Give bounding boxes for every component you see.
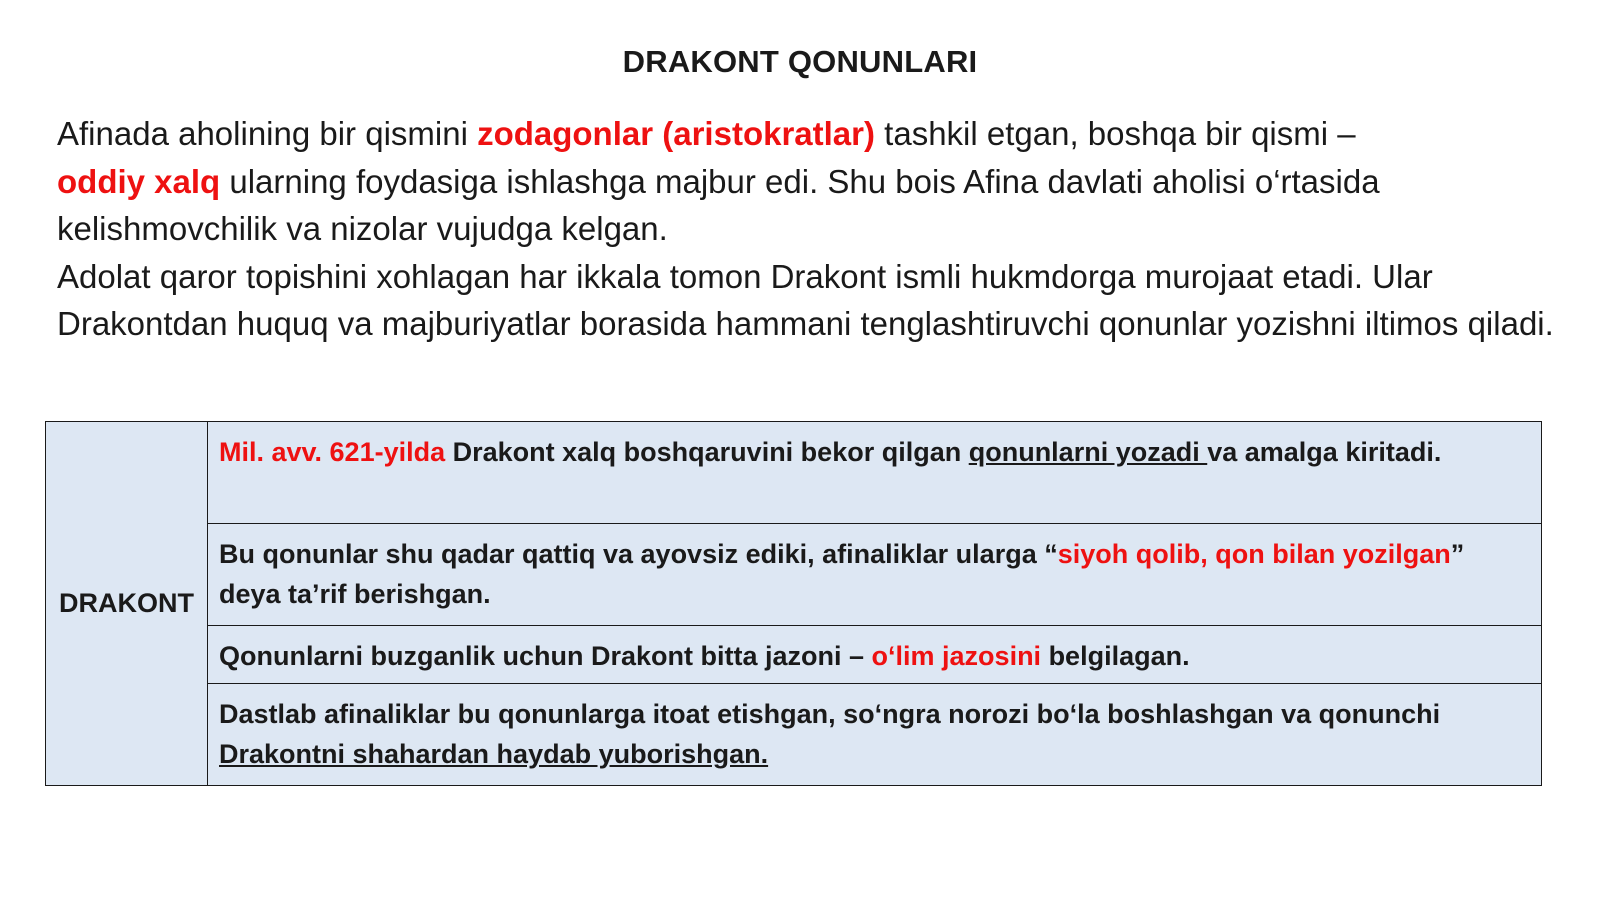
intro-text-segment: tashkil etgan, boshqa bir qismi – <box>875 115 1356 152</box>
highlight-date: Mil. avv. 621-yilda <box>219 437 446 467</box>
highlight-death-penalty: o‘lim jazosini <box>871 641 1042 671</box>
cell-text: Qonunlarni buzganlik uchun Drakont bitta jazoni – <box>219 641 872 671</box>
highlight-aristocrats: zodagonlar (aristokratlar) <box>477 115 875 152</box>
table-row <box>208 422 1541 524</box>
table-row <box>208 684 1541 785</box>
highlight-quote: siyoh qolib, qon bilan yozilgan <box>1057 539 1451 569</box>
table-row <box>208 524 1541 626</box>
intro-text <box>57 110 1557 348</box>
page-title: DRAKONT QONUNLARI <box>622 44 978 79</box>
facts-table <box>45 421 1542 786</box>
cell-text: Bu qonunlar shu qadar qattiq va ayovsiz ediki, afinaliklar ularga “ <box>219 539 1058 569</box>
intro-text-segment: Afinada aholining bir qismini <box>57 115 478 152</box>
table-rows <box>208 422 1541 785</box>
underlined-text: Drakontni shahardan haydab yuborishgan. <box>219 739 769 769</box>
highlight-common-people: oddiy xalq <box>57 162 221 200</box>
cell-text: ” deya ta’rif berishgan. <box>219 539 1465 609</box>
intro-paragraph-2: Adolat qaror topishini xohlagan har ikkala tomon Drakont ismli hukmdorga murojaat etadi. Ular Drakontdan huquq va majburiyatlar borasida hammani tenglashtiruvchi qonunlar yozishni iltimos qiladi. <box>57 257 1554 342</box>
underlined-text: qonunlarni yozadi <box>968 437 1208 467</box>
table-row <box>208 626 1541 684</box>
cell-text: va amalga kiritadi. <box>1207 437 1442 467</box>
cell-text: Drakont xalq boshqaruvini bekor qilgan <box>445 437 969 467</box>
cell-text: belgilagan. <box>1041 641 1190 671</box>
table-row-header: DRAKONT <box>46 422 208 785</box>
intro-paragraph-1 <box>57 110 1557 253</box>
intro-text-segment: ularning foydasiga ishlashga majbur edi. Shu bois Afina davlati aholisi o‘rtasida kelishmovchilik va nizolar vujudga kelgan. <box>57 162 1380 247</box>
cell-text: Dastlab afinaliklar bu qonunlarga itoat etishgan, so‘ngra norozi bo‘la boshlashgan va qonunchi <box>219 699 1441 729</box>
